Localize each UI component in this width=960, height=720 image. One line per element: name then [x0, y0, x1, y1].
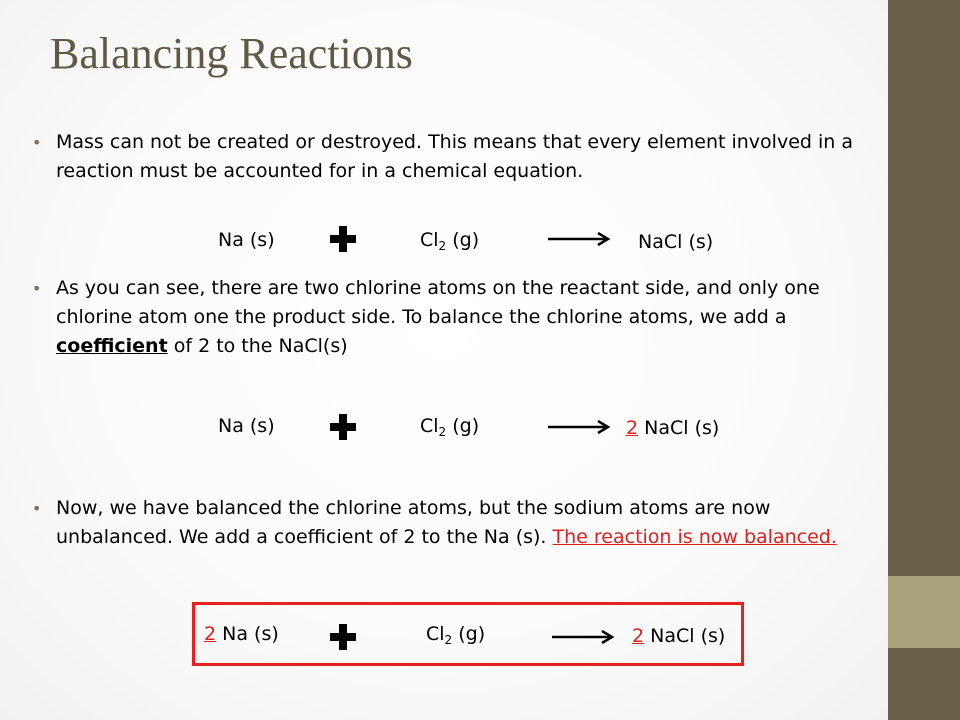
- bullet-marker: •: [32, 499, 42, 518]
- bullet-chlorine-balance: [32, 274, 856, 361]
- reactant-chlorine: $Cl_2$ (g): [426, 623, 486, 647]
- bullet-text: Now, we have balanced the chlorine atoms, but the sodium atoms are now unbalanced. We add a coefficient of 2 to the Na (s).: [56, 497, 771, 548]
- bullet-marker: •: [32, 279, 42, 298]
- product-coefficient: 2: [626, 417, 639, 439]
- plus-icon: [330, 624, 356, 650]
- bullet-sodium-balance: [32, 494, 856, 552]
- product-coefficient: 2: [632, 625, 645, 647]
- product-sodium-chloride: 2 NaCl (s): [626, 417, 720, 439]
- bullet-marker: •: [32, 133, 42, 152]
- plus-icon: [330, 226, 356, 252]
- reaction-arrow-icon: [548, 232, 612, 246]
- reaction-arrow-icon: [548, 420, 612, 434]
- reactant-chlorine: $Cl_2$ (g): [420, 415, 480, 439]
- product-sodium-chloride: NaCl (s): [638, 231, 714, 253]
- bullet-text: Mass can not be created or destroyed. This means that every element involved in a reaction must be accounted for in a chemical equation.: [56, 131, 853, 182]
- reactant-sodium: 2 Na (s): [204, 623, 279, 645]
- decorative-band-top: [888, 0, 960, 576]
- reactant-sodium: Na (s): [218, 415, 275, 437]
- slide-title: Balancing Reactions: [50, 29, 413, 78]
- plus-icon: [330, 414, 356, 440]
- reaction-arrow-icon: [552, 630, 616, 644]
- reactant-chlorine: $Cl_2$ (g): [420, 229, 480, 253]
- coefficient-term: coefficient: [56, 335, 168, 357]
- bullet-text-end: of 2 to the NaCl(s): [167, 335, 348, 357]
- bullet-mass-conservation: [32, 128, 856, 186]
- reactant-coefficient: 2: [204, 623, 217, 645]
- reactant-sodium: Na (s): [218, 229, 275, 251]
- balanced-statement: The reaction is now balanced.: [552, 526, 837, 548]
- product-sodium-chloride: 2 NaCl (s): [632, 625, 726, 647]
- decorative-band-bottom: [888, 648, 960, 720]
- decorative-band-middle: [888, 576, 960, 648]
- bullet-text: As you can see, there are two chlorine atoms on the reactant side, and only one chlorine atom one the product side. To balance the chlorine atoms, we add a: [56, 277, 820, 328]
